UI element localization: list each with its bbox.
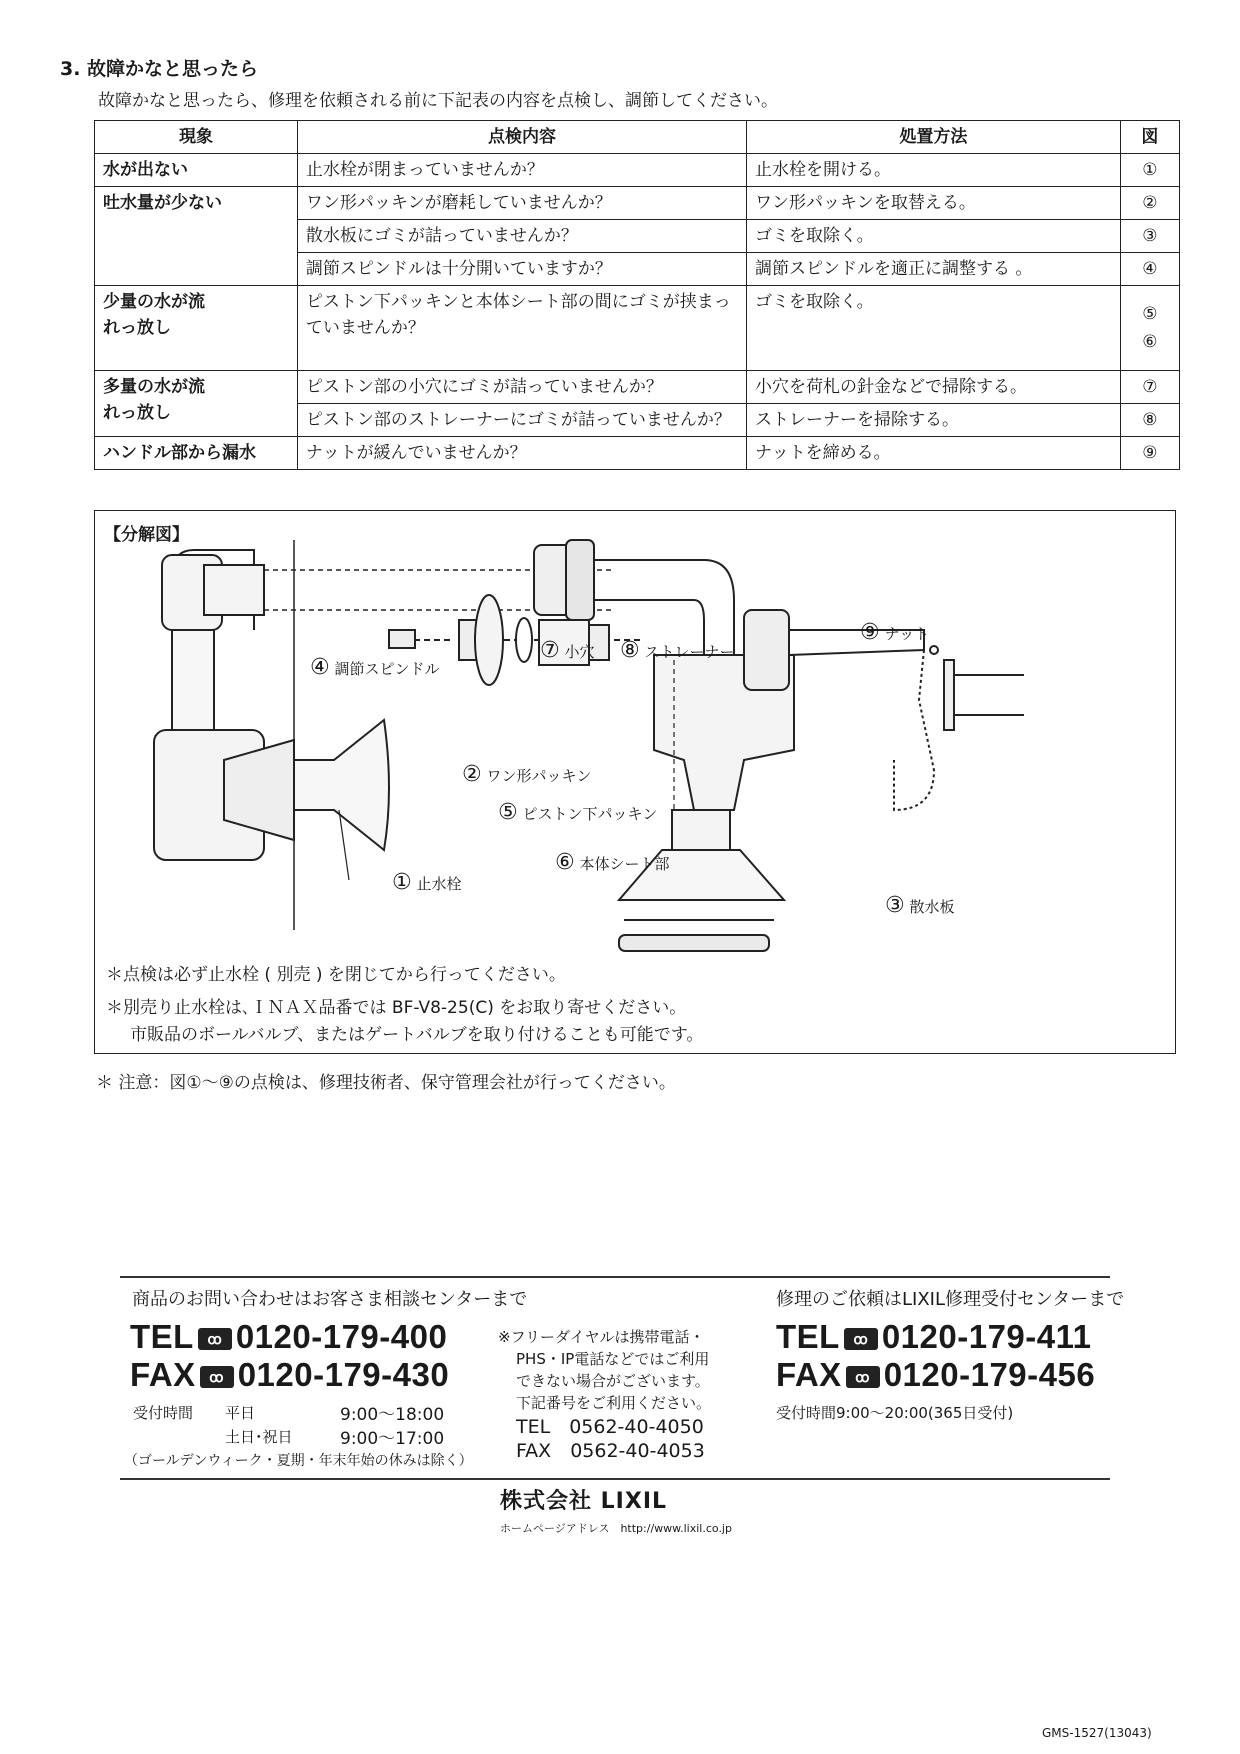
fig-cell: ⑨ <box>1120 437 1179 470</box>
tel-number: 0120-179-400 <box>235 1318 448 1355</box>
callout-2 <box>462 762 591 787</box>
weekend-hours: 9:00〜17:00 <box>340 1429 445 1449</box>
fig-cell: ④ <box>1120 253 1179 286</box>
repair-tel-number: 0120-179-411 <box>881 1318 1092 1355</box>
phenomenon-cell <box>95 253 298 286</box>
fig-text: ⑤⑥ <box>1142 304 1158 352</box>
check-cell: 調節スピンドルは十分開いていますか？ <box>297 253 746 286</box>
phenomenon-cell: 吐水量が少ない <box>95 187 298 220</box>
check-cell: 散水板にゴミが詰っていませんか？ <box>297 220 746 253</box>
callout-1 <box>392 870 462 895</box>
callout-4-text: 調節スピンドル <box>334 660 440 678</box>
callout-3-text: 散水板 <box>909 898 955 916</box>
consult-center-heading: 商品のお問い合わせはお客さま相談センターまで <box>132 1289 528 1310</box>
document-code: GMS-1527(13043) <box>1042 1726 1152 1740</box>
repair-fax-label: FAX <box>776 1356 842 1393</box>
table-row <box>95 154 1180 187</box>
check-cell: ピストン部のストレーナーにゴミが詰っていませんか？ <box>297 404 746 437</box>
action-cell: 小穴を荷札の針金などで掃除する。 <box>746 371 1120 404</box>
footer-top-divider <box>120 1276 1110 1278</box>
fig-cell: ③ <box>1120 220 1179 253</box>
callout-3 <box>885 893 955 918</box>
holiday-note: （ゴールデンウィーク・夏期・年末年始の休みは除く） <box>124 1453 473 1469</box>
table-row <box>95 437 1180 470</box>
callout-8-text: ストレーナー <box>644 643 735 661</box>
check-cell: ピストン下パッキンと本体シート部の間にゴミが挟まっていませんか？ <box>297 286 746 371</box>
phenomenon-cell <box>95 286 298 371</box>
weekday-label: 平日 <box>225 1404 256 1422</box>
phenomenon-text: 多量の水が流れっ放し <box>103 377 205 423</box>
diagram-note-2: ＊別売り止水栓は､ＩＮＡＸ品番では BF-V8-25(C) をお取り寄せください。 <box>106 998 687 1018</box>
callout-7-text: 小穴 <box>564 643 595 661</box>
consult-tel <box>130 1318 447 1356</box>
callout-9-text: ナット <box>884 625 930 643</box>
check-cell: ワン形パッキンが磨耗していませんか？ <box>297 187 746 220</box>
callout-6 <box>555 850 670 875</box>
callout-2-number: ② <box>462 762 482 787</box>
mobile-note-line-3: できない場合がございます。 <box>516 1372 710 1390</box>
repair-center-heading: 修理のご依頼はLIXIL修理受付センターまで <box>776 1289 1125 1310</box>
header-check: 点検内容 <box>297 121 746 154</box>
header-action: 処置方法 <box>746 121 1120 154</box>
footer-bottom-divider <box>120 1478 1110 1480</box>
repair-fax <box>776 1356 1095 1394</box>
action-cell: ゴミを取除く。 <box>746 220 1120 253</box>
troubleshooting-table <box>94 120 1180 470</box>
callout-7 <box>540 638 595 663</box>
fig-cell: ① <box>1120 154 1179 187</box>
callout-5 <box>498 800 657 825</box>
freedial-icon: ꝏ <box>846 1366 880 1388</box>
phenomenon-cell: 水が出ない <box>95 154 298 187</box>
mobile-note-line-2: PHS・IP電話などではご利用 <box>516 1350 710 1368</box>
action-cell: ゴミを取除く。 <box>746 286 1120 371</box>
callout-6-text: 本体シート部 <box>579 855 670 873</box>
fig-cell: ⑦ <box>1120 371 1179 404</box>
action-cell: 止水栓を開ける。 <box>746 154 1120 187</box>
diagram-title: 【分解図】 <box>104 525 189 545</box>
fax-number: 0120-179-430 <box>237 1356 450 1393</box>
alt-fax: FAX 0562-40-4053 <box>516 1440 705 1462</box>
consult-fax <box>130 1356 449 1394</box>
caution-note: ＊ 注意：図①〜⑨の点検は、修理技術者、保守管理会社が行ってください。 <box>96 1073 676 1093</box>
callout-8 <box>620 638 735 663</box>
callout-5-text: ピストン下パッキン <box>522 805 658 823</box>
repair-tel-label: TEL <box>776 1318 840 1355</box>
repair-tel <box>776 1318 1092 1356</box>
table-header-row <box>95 121 1180 154</box>
table-row <box>95 220 1180 253</box>
alt-tel: TEL 0562-40-4050 <box>516 1416 704 1438</box>
callout-5-number: ⑤ <box>498 800 518 825</box>
action-cell: ワン形パッキンを取替える。 <box>746 187 1120 220</box>
action-cell: 調節スピンドルを適正に調整する 。 <box>746 253 1120 286</box>
table-row <box>95 253 1180 286</box>
repair-fax-number: 0120-179-456 <box>883 1356 1096 1393</box>
mobile-note-line-1: ※フリーダイヤルは携帯電話・ <box>498 1328 705 1346</box>
check-cell: 止水栓が閉まっていませんか？ <box>297 154 746 187</box>
check-cell: ピストン部の小穴にゴミが詰っていませんか？ <box>297 371 746 404</box>
repair-hours: 受付時間9:00〜20:00(365日受付) <box>776 1404 1014 1422</box>
action-cell: ナットを締める。 <box>746 437 1120 470</box>
hours-label: 受付時間 <box>133 1404 194 1422</box>
phenomenon-cell <box>95 220 298 253</box>
weekend-label: 土日･祝日 <box>225 1428 293 1446</box>
diagram-note-3: 市販品のボールバルブ、またはゲートバルブを取り付けることも可能です。 <box>130 1025 704 1045</box>
callout-9-number: ⑨ <box>860 620 880 645</box>
diagram-note-1: ＊点検は必ず止水栓 ( 別売 ) を閉じてから行ってください。 <box>106 965 566 985</box>
exploded-diagram-drawing <box>94 510 1174 980</box>
callout-6-number: ⑥ <box>555 850 575 875</box>
company-name: 株式会社 LIXIL <box>500 1489 668 1514</box>
freedial-icon: ꝏ <box>200 1366 234 1388</box>
header-fig: 図 <box>1120 121 1179 154</box>
phenomenon-cell: ハンドル部から漏水 <box>95 437 298 470</box>
section-heading: 3. 故障かなと思ったら <box>60 58 259 80</box>
callout-9 <box>860 620 929 645</box>
callout-4 <box>310 655 440 680</box>
callout-4-number: ④ <box>310 655 330 680</box>
homepage-address[interactable]: ホームページアドレス http://www.lixil.co.jp <box>500 1522 732 1535</box>
callout-1-number: ① <box>392 870 412 895</box>
header-phenomenon: 現象 <box>95 121 298 154</box>
callout-7-number: ⑦ <box>540 638 560 663</box>
tel-label: TEL <box>130 1318 194 1355</box>
section-intro: 故障かなと思ったら、修理を依頼される前に下記表の内容を点検し、調節してください。 <box>98 91 778 111</box>
table-row <box>95 286 1180 371</box>
callout-8-number: ⑧ <box>620 638 640 663</box>
fig-cell: ⑧ <box>1120 404 1179 437</box>
fig-cell <box>1120 286 1179 371</box>
callout-3-number: ③ <box>885 893 905 918</box>
phenomenon-text: 少量の水が流れっ放し <box>103 292 205 338</box>
phenomenon-cell <box>95 371 298 437</box>
freedial-icon: ꝏ <box>198 1328 232 1350</box>
check-cell: ナットが緩んでいませんか？ <box>297 437 746 470</box>
table-row <box>95 371 1180 404</box>
callout-2-text: ワン形パッキン <box>486 767 592 785</box>
fax-label: FAX <box>130 1356 196 1393</box>
freedial-icon: ꝏ <box>844 1328 878 1350</box>
mobile-note-line-4: 下記番号をご利用ください。 <box>516 1394 712 1412</box>
fig-cell: ② <box>1120 187 1179 220</box>
table-row <box>95 187 1180 220</box>
callout-1-text: 止水栓 <box>416 875 462 893</box>
action-cell: ストレーナーを掃除する。 <box>746 404 1120 437</box>
weekday-hours: 9:00〜18:00 <box>340 1405 445 1425</box>
